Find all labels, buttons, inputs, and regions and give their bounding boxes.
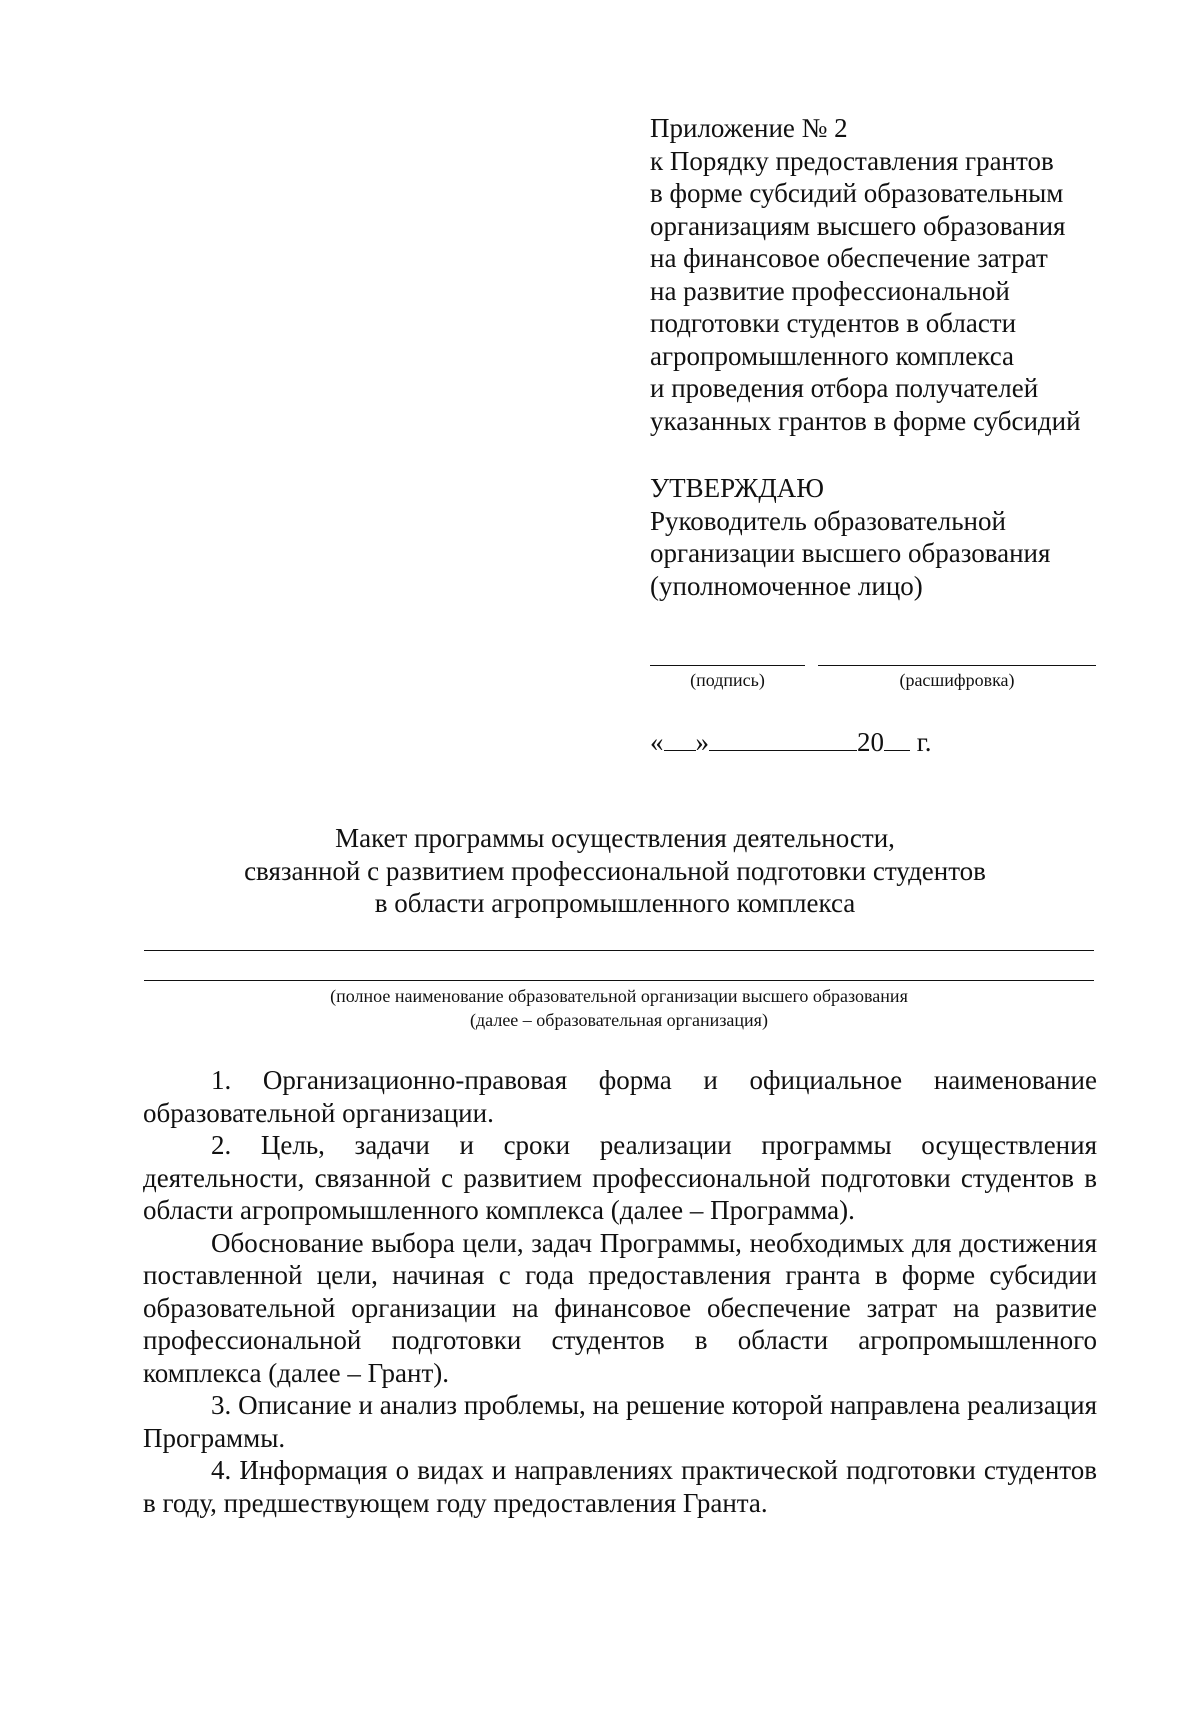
- document-body: [143, 1064, 1097, 1519]
- approval-heading: УТВЕРЖДАЮ: [650, 473, 825, 503]
- approval-block: [650, 472, 1170, 602]
- appendix-line: Приложение № 2: [650, 113, 848, 143]
- title-line: Макет программы осуществления деятельности,: [335, 823, 895, 853]
- paragraph: 4. Информация о видах и направлениях практической подготовки студентов в году, предшествующем году предоставления Гранта.: [143, 1455, 1097, 1518]
- appendix-line: подготовки студентов в области: [650, 308, 1017, 338]
- signature-caption: (подпись): [690, 670, 765, 690]
- signature-line: [650, 665, 805, 666]
- appendix-line: на финансовое обеспечение затрат: [650, 243, 1048, 273]
- approval-line: (уполномоченное лицо): [650, 570, 923, 601]
- appendix-header: [650, 112, 1170, 437]
- document-title: [140, 822, 1090, 920]
- paragraph: Обоснование выбора цели, задач Программы, необходимых для достижения поставленной цели, начиная с года предоставления гранта в форме субсидии образовательной организации на финансовое обеспечение затрат на развитие профессиональной подготовки студентов в области агропромышленного комплекса (далее – Грант).: [143, 1227, 1097, 1388]
- appendix-line: агропромышленного комплекса: [650, 340, 1014, 371]
- appendix-line: на развитие профессиональной: [650, 275, 1010, 306]
- year-suffix: г.: [916, 727, 932, 757]
- title-line: связанной с развитием профессиональной подготовки студентов: [244, 855, 986, 886]
- day-blank: [664, 726, 696, 751]
- decode-line: [818, 665, 1096, 666]
- approval-line: организации высшего образования: [650, 538, 1051, 568]
- decode-caption: (расшифровка): [899, 670, 1015, 690]
- appendix-line: к Порядку предоставления грантов: [650, 145, 1054, 176]
- org-name-caption: [144, 984, 1094, 1032]
- org-name-line: [144, 980, 1094, 981]
- date-open-quote: «: [650, 727, 664, 757]
- org-caption-line: (полное наименование образовательной организации высшего образования: [330, 986, 908, 1006]
- appendix-line: и проведения отбора получателей: [650, 373, 1039, 403]
- appendix-line: в форме субсидий образовательным: [650, 178, 1064, 208]
- paragraph: 1. Организационно-правовая форма и официальное наименование образовательной организации.: [143, 1065, 1097, 1128]
- year-blank: [884, 726, 910, 751]
- appendix-line: организациям высшего образования: [650, 210, 1066, 241]
- approval-date: [650, 726, 932, 758]
- paragraph: 3. Описание и анализ проблемы, на решение которой направлена реализация Программы.: [143, 1390, 1097, 1453]
- paragraph: 2. Цель, задачи и сроки реализации программы осуществления деятельности, связанной с развитием профессиональной подготовки студентов в области агропромышленного комплекса (далее – Программа).: [143, 1130, 1097, 1225]
- appendix-line: указанных грантов в форме субсидий: [650, 405, 1081, 436]
- org-caption-line: (далее – образовательная организация): [470, 1010, 768, 1030]
- year-prefix: 20: [857, 727, 884, 757]
- approval-line: Руководитель образовательной: [650, 505, 1006, 536]
- month-blank: [709, 726, 857, 751]
- date-close-quote: »: [695, 727, 709, 757]
- title-line: в области агропромышленного комплекса: [374, 888, 856, 918]
- org-name-line: [144, 950, 1094, 951]
